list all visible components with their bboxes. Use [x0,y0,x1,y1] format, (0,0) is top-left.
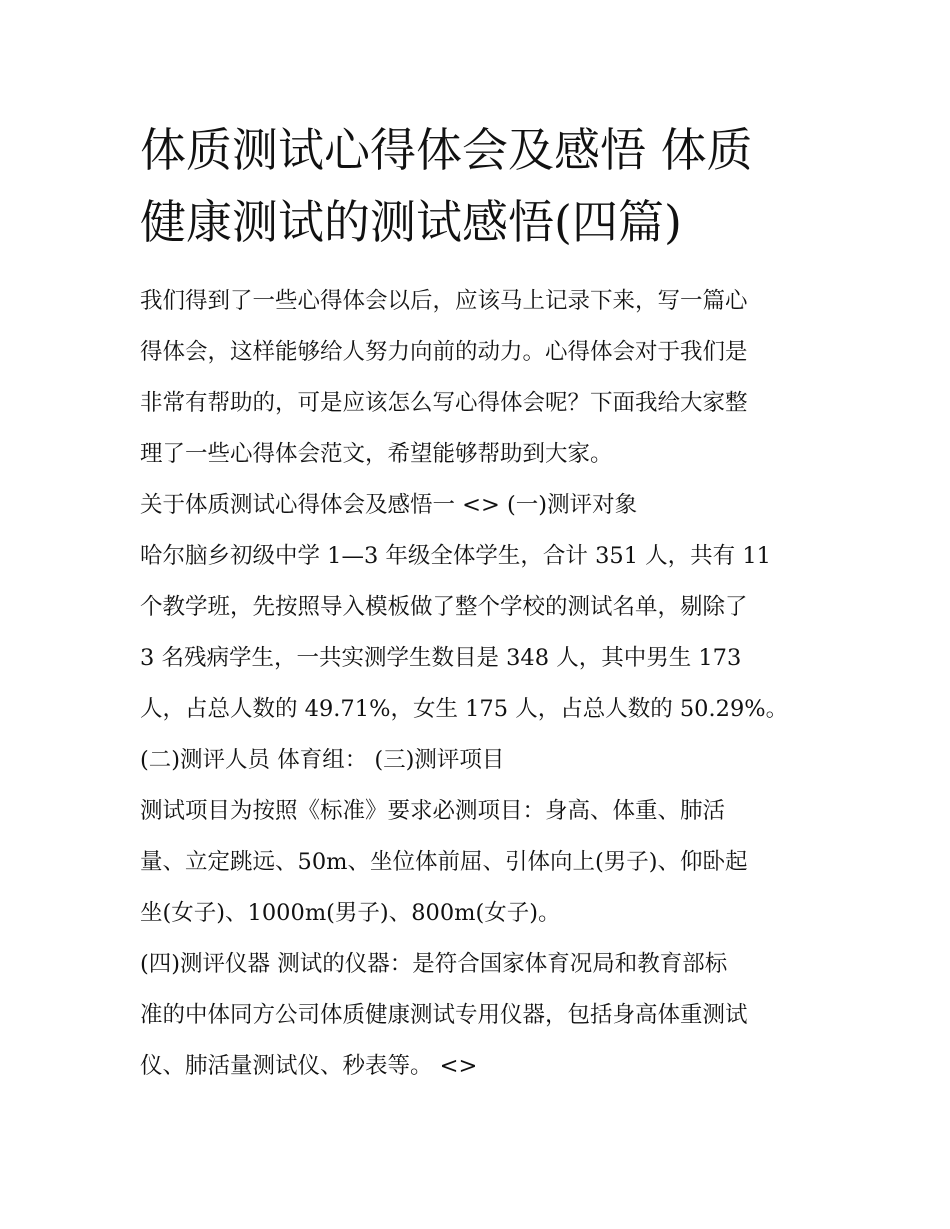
body-line: 我们得到了一些心得体会以后，应该马上记录下来，写一篇心 [140,288,748,314]
body-line: 个教学班，先按照导入模板做了整个学校的测试名单，剔除了 [140,594,748,620]
body-line: 哈尔脑乡初级中学 1—3 年级全体学生，合计 351 人，共有 11 [140,543,771,569]
body-line: 量、立定跳远、50m、坐位体前屈、引体向上(男子)、仰卧起 [140,849,748,875]
title-line: 体质测试心得体会及感悟 体质 [140,123,753,177]
document-body [140,276,830,1092]
body-line: 得体会，这样能够给人努力向前的动力。心得体会对于我们是 [140,339,748,365]
body-line: 仪、肺活量测试仪、秒表等。 <> [140,1053,478,1079]
body-line: 准的中体同方公司体质健康测试专用仪器，包括身高体重测试 [140,1002,748,1028]
document-title [140,114,830,258]
body-line: 测试项目为按照《标准》要求必测项目：身高、体重、肺活 [140,798,726,824]
body-line: 关于体质测试心得体会及感悟一 <> (一)测评对象 [140,492,638,518]
body-line: 坐(女子)、1000m(男子)、800m(女子)。 [140,900,561,926]
body-line: 理了一些心得体会范文，希望能够帮助到大家。 [140,441,613,467]
body-line: (四)测评仪器 测试的仪器：是符合国家体育况局和教育部标 [140,951,728,977]
title-line: 健康测试的测试感悟(四篇) [140,195,682,249]
body-line: 非常有帮助的，可是应该怎么写心得体会呢？下面我给大家整 [140,390,748,416]
body-line: 3 名残病学生，一共实测学生数目是 348 人，其中男生 173 [140,645,742,671]
body-line: (二)测评人员 体育组： (三)测评项目 [140,747,505,773]
body-line: 人，占总人数的 49.71%，女生 175 人，占总人数的 50.29%。 [140,696,789,722]
